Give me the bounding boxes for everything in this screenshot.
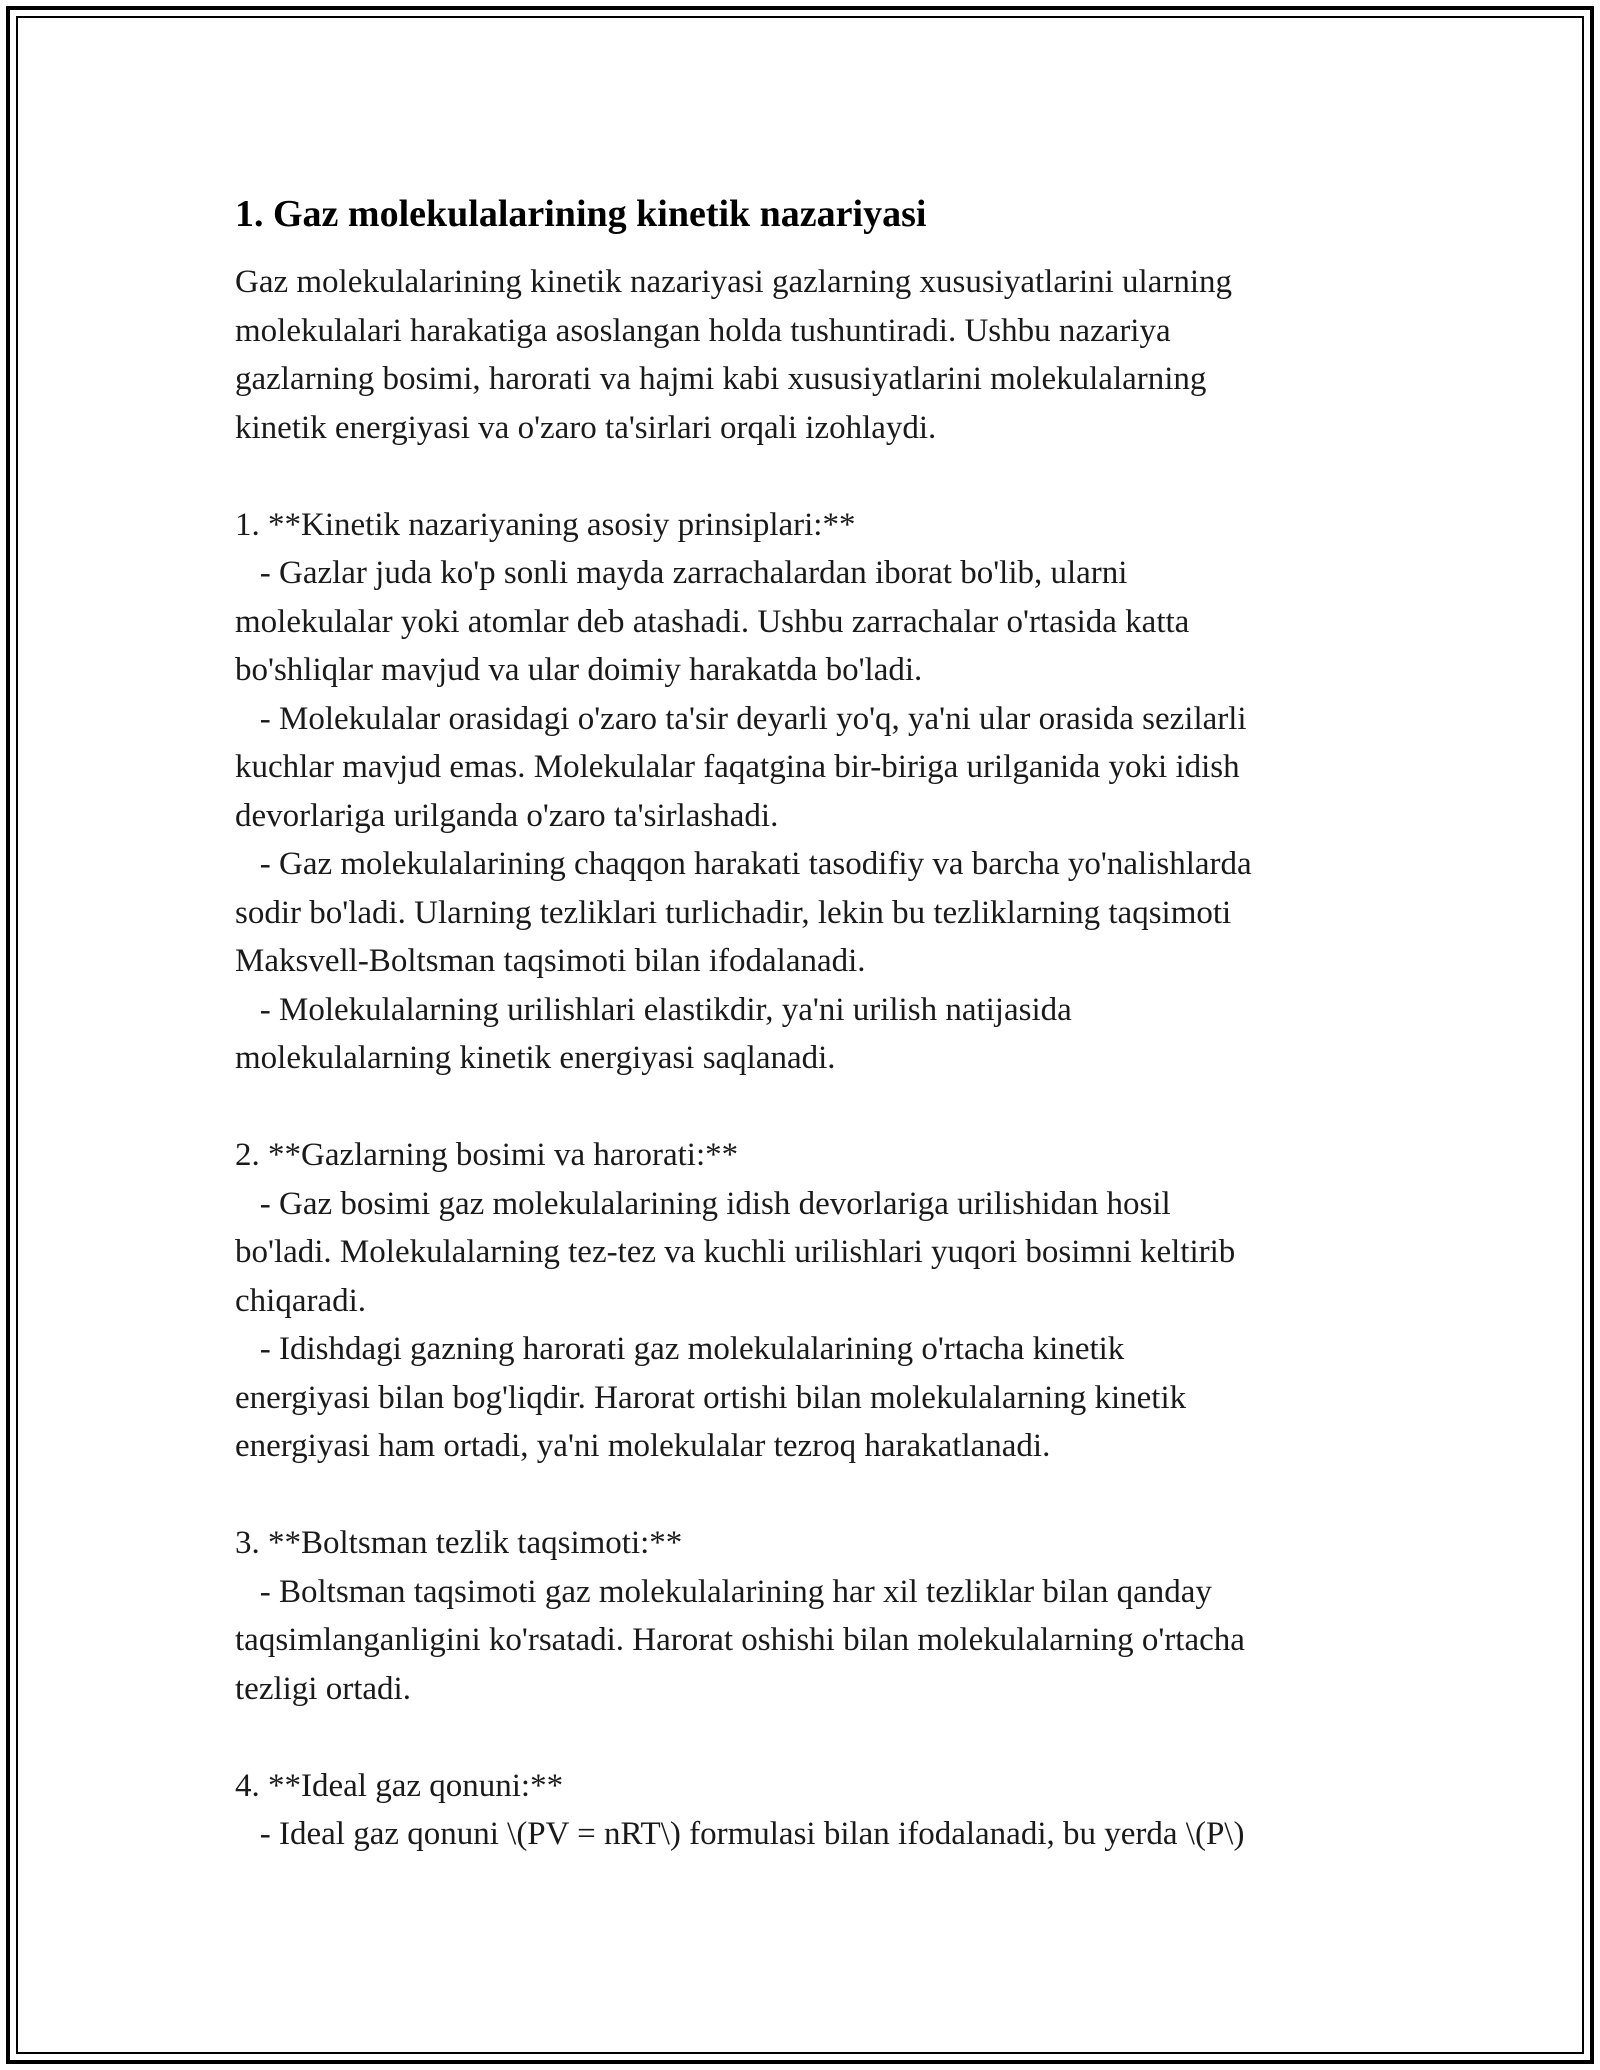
text-line: - Molekulalarning urilishlari elastikdir, ya'ni urilish natijasida [235,991,1072,1028]
paragraph-gap [235,1713,1395,1762]
text-line: molekulalarning kinetik energiyasi saqlanadi. [235,1040,836,1076]
section-boltzmann-distribution [235,1519,1395,1713]
section-heading: 1. **Kinetik nazariyaning asosiy prinsiplari:** [235,506,856,543]
text-line: Maksvell-Boltsman taqsimoti bilan ifodalanadi. [235,943,866,979]
text-line: taqsimlanganligini ko'rsatadi. Harorat oshishi bilan molekulalarning o'rtacha [235,1622,1245,1658]
document-body [235,188,1395,1859]
text-line: kuchlar mavjud emas. Molekulalar faqatgina bir-biriga urilganida yoki idish [235,749,1240,785]
paragraph-gap [235,452,1395,501]
text-line: bo'shliqlar mavjud va ular doimiy harakatda bo'ladi. [235,652,923,688]
text-line: - Gaz molekulalarining chaqqon harakati tasodifiy va barcha yo'nalishlarda [235,846,1252,882]
text-line: molekulalar yoki atomlar deb atashadi. Ushbu zarrachalar o'rtasida katta [235,603,1190,640]
section-heading: 2. **Gazlarning bosimi va harorati:** [235,1137,739,1173]
text-line: - Boltsman taqsimoti gaz molekulalarining har xil tezliklar bilan qanday [235,1573,1212,1610]
section-heading: 3. **Boltsman tezlik taqsimoti:** [235,1525,683,1561]
paragraph-gap [235,1083,1395,1132]
paragraph-gap [235,1471,1395,1520]
text-line: - Gaz bosimi gaz molekulalarining idish devorlariga urilishidan hosil [235,1185,1171,1222]
text-line: tezligi ortadi. [235,1670,411,1707]
text-line: energiyasi ham ortadi, ya'ni molekulalar tezroq harakatlanadi. [235,1428,1051,1464]
text-line: - Idishdagi gazning harorati gaz molekulalarining o'rtacha kinetik [235,1331,1125,1367]
text-line: - Gazlar juda ko'p sonli mayda zarrachalardan iborat bo'lib, ularni [235,555,1128,591]
text-line: devorlariga urilganda o'zaro ta'sirlashadi. [235,797,779,834]
text-line: kinetik energiyasi va o'zaro ta'sirlari orqali izohlaydi. [235,409,937,446]
text-line: Gaz molekulalarining kinetik nazariyasi gazlarning xususiyatlarini ularning [235,264,1233,300]
section-heading: 4. **Ideal gaz qonuni:** [235,1767,564,1804]
text-line: bo'ladi. Molekulalarning tez-tez va kuchli urilishlari yuqori bosimni keltirib [235,1234,1236,1270]
section-pressure-temperature [235,1131,1395,1471]
text-line: sodir bo'ladi. Ularning tezliklari turlichadir, lekin bu tezliklarning taqsimoti [235,894,1232,931]
text-line: energiyasi bilan bog'liqdir. Harorat ortishi bilan molekulalarning kinetik [235,1379,1187,1416]
text-line: chiqaradi. [235,1282,367,1319]
intro-paragraph [235,258,1395,452]
section-kinetic-principles [235,501,1395,1083]
text-line: gazlarning bosimi, harorati va hajmi kabi xususiyatlarini molekulalarning [235,361,1207,397]
text-line: molekulalari harakatiga asoslangan holda tushuntiradi. Ushbu nazariya [235,312,1171,349]
document-title: 1. Gaz molekulalarining kinetik nazariyasi [235,193,927,235]
section-ideal-gas-law [235,1762,1395,1859]
text-line: - Ideal gaz qonuni \(PV = nRT\) formulasi bilan ifodalanadi, bu yerda \(P\) [235,1816,1245,1852]
text-line: - Molekulalar orasidagi o'zaro ta'sir deyarli yo'q, ya'ni ular orasida sezilarli [235,700,1247,737]
